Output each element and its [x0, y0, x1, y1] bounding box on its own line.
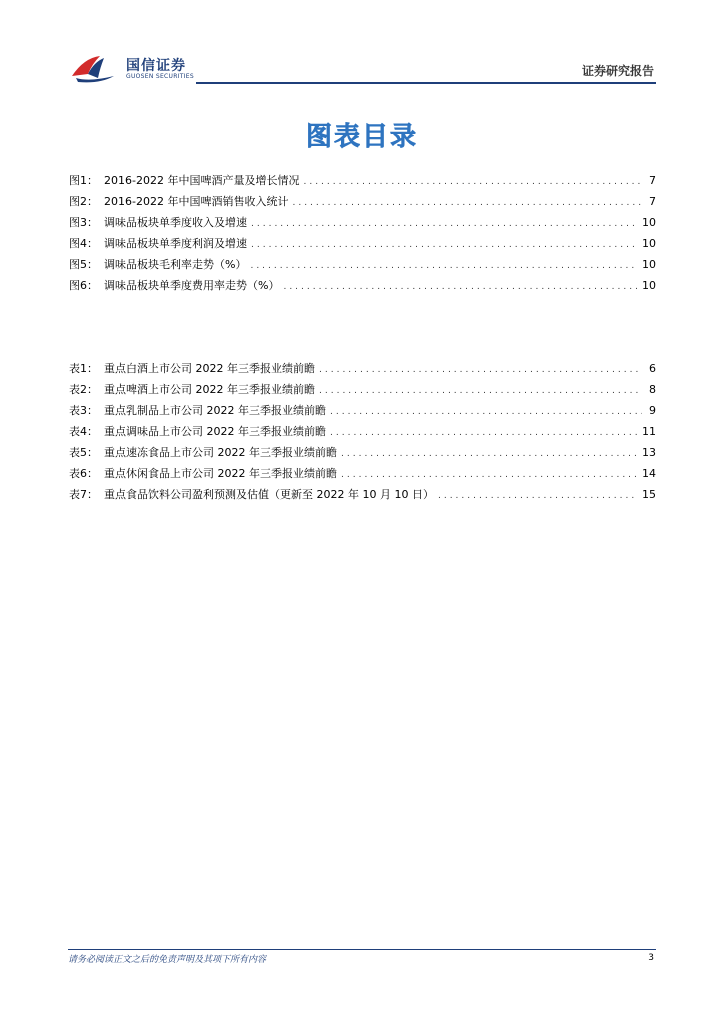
toc-entry-title: 2016-2022 年中国啤酒产量及增长情况	[104, 174, 300, 187]
brand-name-cn: 国信证券	[126, 58, 186, 74]
toc-entry-label: 图1：	[69, 174, 98, 187]
toc-entry-page: 15	[642, 488, 656, 501]
brand-name-en: GUOSEN SECURITIES	[126, 73, 195, 80]
toc-leader-dots	[438, 486, 638, 507]
toc-leader-dots	[251, 214, 638, 235]
toc-leader-dots	[319, 381, 642, 402]
toc-entry[interactable]	[69, 275, 656, 296]
footer-disclaimer: 请务必阅读正文之后的免责声明及其项下所有内容	[68, 955, 267, 965]
toc-leader-dots	[319, 360, 642, 381]
toc-entry-label: 图4：	[69, 237, 98, 250]
toc-entry[interactable]	[69, 212, 656, 233]
toc-entry[interactable]	[69, 254, 656, 275]
toc-entry-label: 图3：	[69, 216, 98, 229]
toc-entry-page: 10	[642, 237, 656, 250]
toc-entry-label: 图6：	[69, 279, 98, 292]
toc-entry-page: 14	[642, 467, 656, 480]
report-type: 证券研究报告	[581, 64, 654, 78]
toc-leader-dots	[303, 172, 642, 193]
toc-entry[interactable]	[69, 400, 656, 421]
toc-entry[interactable]	[69, 442, 656, 463]
toc-leader-dots	[341, 465, 638, 486]
toc-entry-title: 重点食品饮料公司盈利预测及估值（更新至 2022 年 10 月 10 日）	[104, 488, 434, 501]
toc-leader-dots	[283, 277, 638, 298]
toc-entry-label: 表3：	[69, 404, 98, 417]
toc-entry-label: 表6：	[69, 467, 98, 480]
toc-entry-page: 8	[649, 383, 656, 396]
toc-entry-page: 7	[649, 174, 656, 187]
toc-entry-title: 重点啤酒上市公司 2022 年三季报业绩前瞻	[104, 383, 315, 396]
toc-entry[interactable]	[69, 358, 656, 379]
toc-entry-title: 重点调味品上市公司 2022 年三季报业绩前瞻	[104, 425, 326, 438]
toc-leader-dots	[330, 402, 642, 423]
toc-entry-title: 2016-2022 年中国啤酒销售收入统计	[104, 195, 289, 208]
toc-entry[interactable]	[69, 463, 656, 484]
toc-leader-dots	[250, 256, 638, 277]
guosen-logo-icon	[70, 52, 122, 84]
figure-list	[69, 170, 656, 296]
toc-entry-label: 表7：	[69, 488, 98, 501]
toc-entry-title: 调味品板块毛利率走势（%）	[104, 258, 247, 271]
toc-entry[interactable]	[69, 191, 656, 212]
toc-entry-page: 9	[649, 404, 656, 417]
toc-entry-page: 10	[642, 258, 656, 271]
toc-entry[interactable]	[69, 484, 656, 505]
toc-entry-title: 重点乳制品上市公司 2022 年三季报业绩前瞻	[104, 404, 326, 417]
toc-entry[interactable]	[69, 170, 656, 191]
toc-entry[interactable]	[69, 379, 656, 400]
toc-entry-page: 10	[642, 216, 656, 229]
page-header	[0, 0, 724, 90]
toc-entry-page: 10	[642, 279, 656, 292]
toc-entry-title: 调味品板块单季度利润及增速	[104, 237, 247, 250]
toc-entry-label: 图5：	[69, 258, 98, 271]
toc-entry-title: 重点休闲食品上市公司 2022 年三季报业绩前瞻	[104, 467, 337, 480]
toc-entry-page: 6	[649, 362, 656, 375]
page-number: 3	[648, 953, 654, 963]
toc-entry[interactable]	[69, 421, 656, 442]
toc-entry-title: 调味品板块单季度收入及增速	[104, 216, 247, 229]
toc-entry-label: 图2：	[69, 195, 98, 208]
toc-entry-page: 13	[642, 446, 656, 459]
toc-entry-label: 表2：	[69, 383, 98, 396]
guosen-logo	[70, 52, 210, 84]
toc-entry-page: 7	[649, 195, 656, 208]
toc-entry-label: 表5：	[69, 446, 98, 459]
page-title: 图表目录	[305, 122, 418, 152]
toc-leader-dots	[292, 193, 642, 214]
toc-leader-dots	[341, 444, 638, 465]
toc-leader-dots	[251, 235, 638, 256]
toc-entry-label: 表1：	[69, 362, 98, 375]
toc-entry-title: 调味品板块单季度费用率走势（%）	[104, 279, 280, 292]
header-divider	[196, 82, 656, 84]
toc-entry-title: 重点白酒上市公司 2022 年三季报业绩前瞻	[104, 362, 315, 375]
toc-leader-dots	[330, 423, 638, 444]
toc-entry[interactable]	[69, 233, 656, 254]
table-list	[69, 358, 656, 505]
toc-entry-title: 重点速冻食品上市公司 2022 年三季报业绩前瞻	[104, 446, 337, 459]
toc-entry-label: 表4：	[69, 425, 98, 438]
footer-divider	[68, 949, 656, 950]
toc-entry-page: 11	[642, 425, 656, 438]
